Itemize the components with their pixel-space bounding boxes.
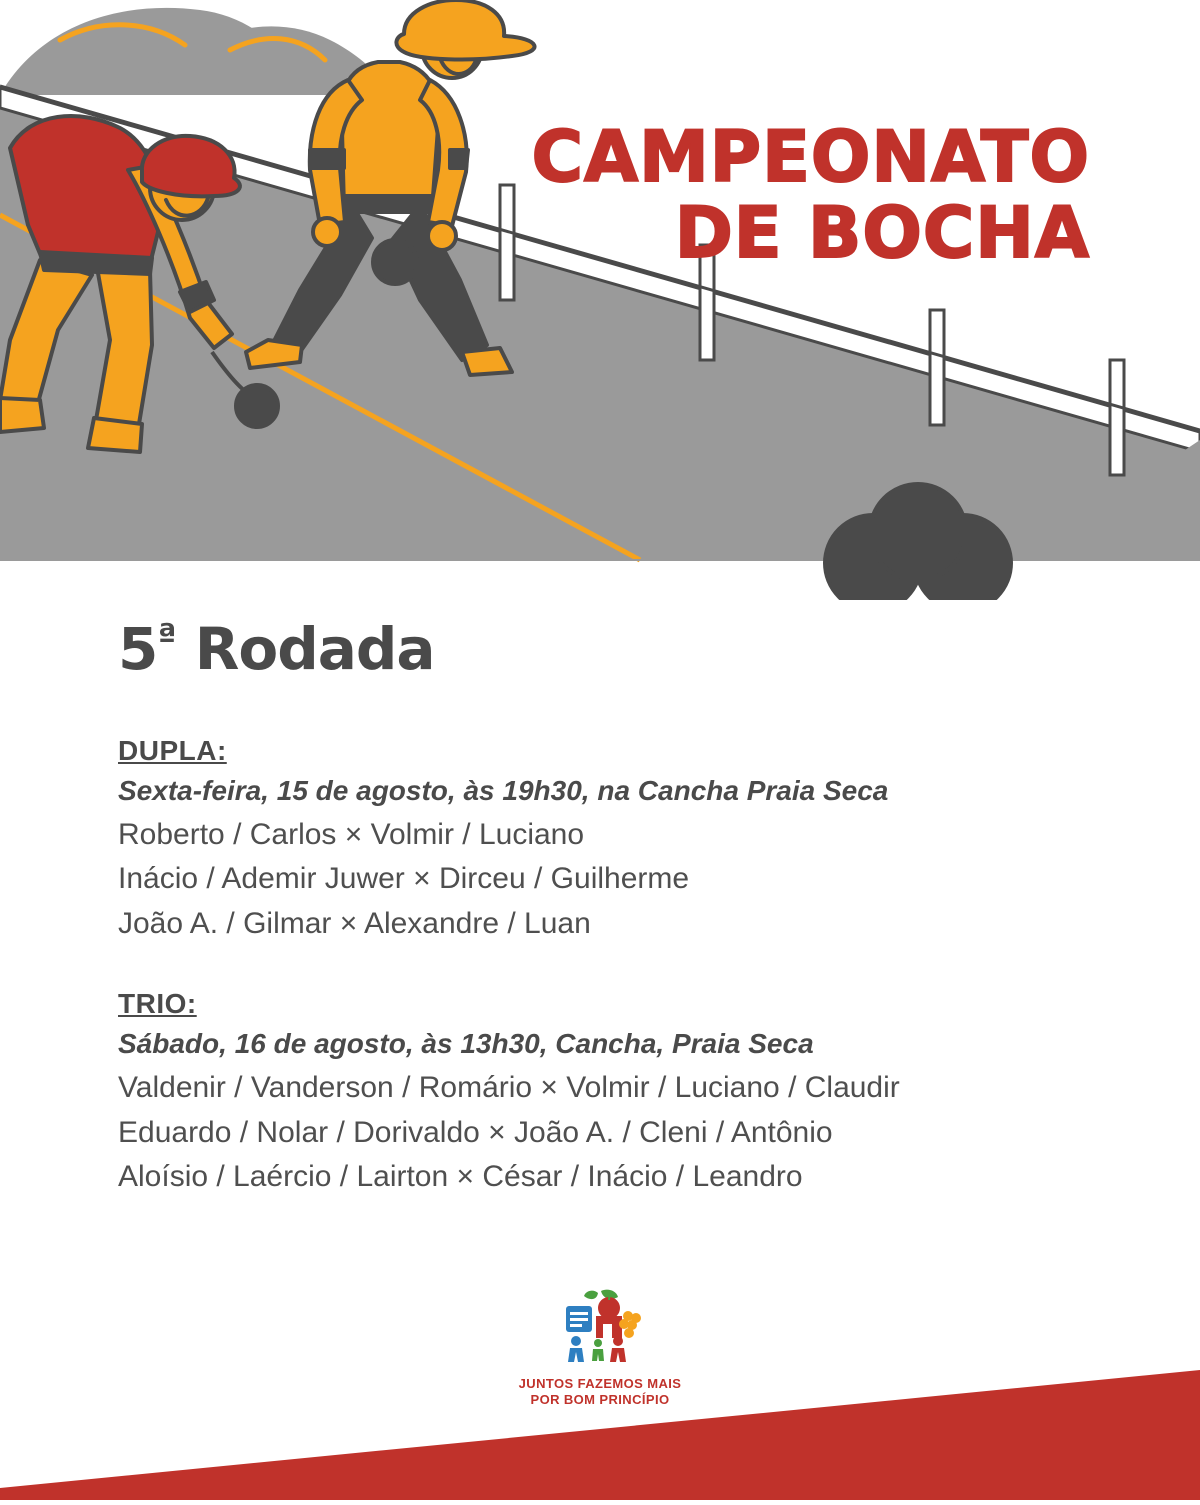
poster-content [0,600,1200,1199]
round-ordinal: ª [157,617,176,658]
bom-principio-emblem [554,1288,646,1366]
section-dupla-label: DUPLA: [118,735,227,766]
match-row: João A. / Gilmar × Alexandre / Luan [118,906,591,940]
bocha-court-artwork [0,0,1200,600]
match-row: Valdenir / Vanderson / Romário × Volmir / Luciano / Claudir [118,1071,900,1105]
section-trio-datetime: Sábado, 16 de agosto, às 13h30, Cancha, Praia Seca [118,1028,814,1060]
poster-title [531,116,1090,274]
section-dupla-datetime: Sexta-feira, 15 de agosto, às 19h30, na Cancha Praia Seca [118,775,889,806]
logo-mark [554,1288,646,1371]
poster-title-line-1: CAMPEONATO [531,116,1090,198]
round-title [118,615,1200,683]
section-dupla [118,735,1200,946]
bocha-ball-rolling [236,385,278,427]
match-row: Roberto / Carlos × Volmir / Luciano [118,818,585,851]
match-row: Inácio / Ademir Juwer × Dirceu / Guilherme [118,862,690,896]
hero-illustration [0,0,1200,600]
logo-tagline-line-1: JUNTOS FAZEMOS MAIS [518,1376,682,1391]
round-number: 5 [118,615,158,683]
match-row: Eduardo / Nolar / Dorivaldo × João A. / Cleni / Antônio [118,1115,833,1149]
bottom-red-wedge [0,1370,1200,1500]
section-trio [118,988,1200,1199]
section-trio-label: TRIO: [118,988,197,1020]
match-row: Aloísio / Laércio / Lairton × César / Inácio / Leandro [118,1159,803,1193]
bottom-wedge-shape [0,1370,1200,1500]
logo-tagline-line-2: POR BOM PRINCÍPIO [530,1392,670,1408]
poster-title-line-2: DE BOCHA [674,191,1090,274]
round-label: Rodada [194,615,435,683]
